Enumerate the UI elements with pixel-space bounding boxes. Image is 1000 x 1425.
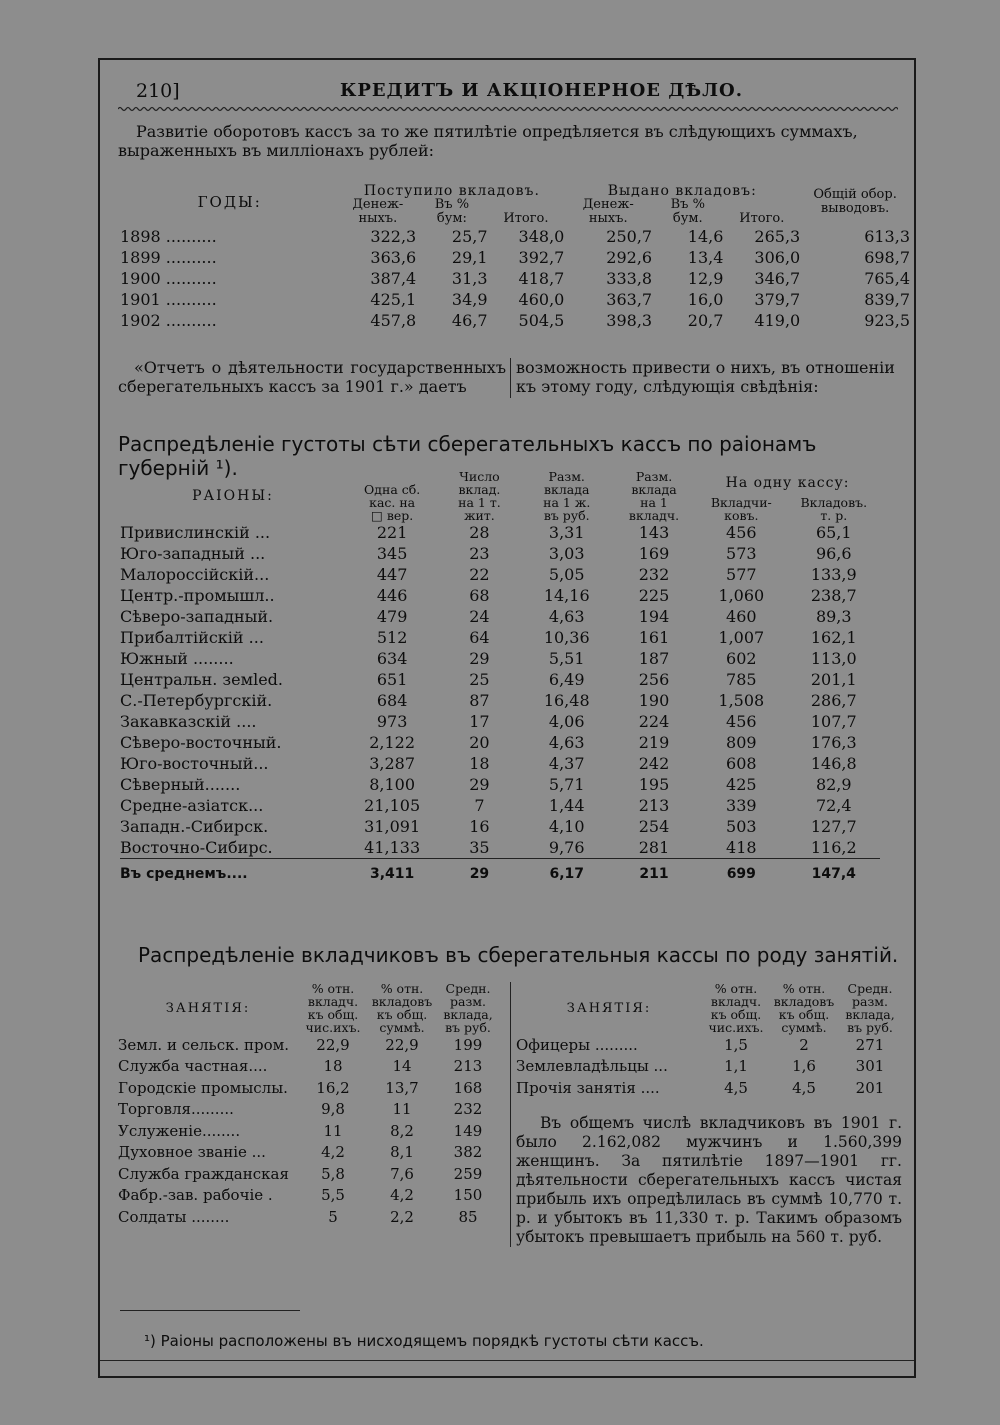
cell-value: 456 [726, 523, 757, 542]
cell-value: 9,8 [321, 1100, 345, 1119]
col-header: Въ % бум: [434, 197, 470, 226]
row-label: Солдаты ........ [118, 1207, 230, 1226]
cell-value: 363,6 [370, 248, 417, 267]
cell-value: 20,7 [687, 311, 724, 330]
cell-value: 87 [469, 691, 490, 710]
occupations-header: ЗАНЯТІЯ: [165, 1000, 251, 1016]
cell-value: 25,7 [451, 227, 488, 246]
col-header: Итого. [739, 211, 785, 226]
table-row [120, 669, 880, 690]
col-header: % отн. вкладовъ къ общ. суммѣ. [773, 981, 835, 1035]
cell-value: 256 [638, 670, 670, 689]
table-row [118, 1120, 500, 1142]
table-row [120, 310, 910, 331]
closing-paragraph: Въ общемъ числѣ вкладчиковъ въ 1901 г. было 2.162,082 мужчинъ и 1.560,399 женщинъ. За пятилѣтіе 1897—1901 гг. дѣятельности сберегательныхъ кассъ чистая прибыль ихъ опредѣлилась въ суммѣ 10,770 т. р. и убытокъ въ 11,330 т. р. Такимъ образомъ убытокъ превышаетъ прибыль на 560 т. руб. [516, 1114, 902, 1246]
col-header: % отн. вкладч. къ общ. чис.ихъ. [305, 981, 361, 1035]
cell-value: 1,6 [792, 1057, 816, 1076]
cell-value: 46,7 [451, 311, 488, 330]
cell-value: 4,37 [548, 754, 585, 773]
col-header: Итого. [503, 211, 549, 226]
row-label: 1900 .......... [120, 269, 217, 288]
row-label: Сѣверо-восточный. [120, 733, 282, 752]
cell-value: 392,7 [518, 248, 565, 267]
col-header: Въ % бум. [670, 197, 705, 226]
cell-value: 5,05 [548, 565, 585, 584]
cell-value: 127,7 [810, 817, 857, 836]
cell-value: 16,48 [543, 691, 590, 710]
cell-value: 28 [469, 523, 490, 542]
cell-value: 1,060 [718, 586, 765, 605]
cell-value: 460,0 [518, 290, 565, 309]
row-label: Услуженіе........ [118, 1121, 241, 1140]
intro-paragraph: Развитіе оборотовъ кассъ за то же пятилѣтіе опредѣляется въ слѣдующихъ суммахъ, выраженныхъ въ милліонахъ рублей: [118, 122, 858, 160]
row-label: Центр.-промышл.. [120, 586, 275, 605]
row-label: Прочія занятія .... [516, 1078, 660, 1097]
col-header: Разм. вклада на 1 вкладч. [628, 469, 680, 523]
col-header: Число вклад. на 1 т. жит. [458, 469, 501, 523]
cell-value: 1,508 [718, 691, 765, 710]
average-row [120, 859, 880, 890]
row-label: 1899 .......... [120, 248, 217, 267]
cell-value: 973 [376, 712, 408, 731]
row-label: Юго-восточный... [120, 754, 269, 773]
row-label: 1898 .......... [120, 227, 217, 246]
cell-value: 6,49 [548, 670, 585, 689]
cell-value: 199 [453, 1035, 483, 1054]
table-row [120, 627, 880, 648]
cell-value: 4,10 [548, 817, 585, 836]
row-label: Сѣверо-западный. [120, 607, 274, 626]
cell-value: 457,8 [370, 311, 417, 330]
cell-value: 322,3 [370, 227, 417, 246]
cell-value: 168 [453, 1078, 483, 1097]
table-row [118, 1056, 500, 1078]
cell-value: 11 [323, 1121, 343, 1140]
table-row [516, 1056, 902, 1078]
cell-value: 5,5 [321, 1186, 345, 1205]
cell-value: 923,5 [864, 311, 910, 330]
cell-value: 254 [638, 817, 670, 836]
cell-value: 250,7 [606, 227, 653, 246]
cell-value: 602 [726, 649, 757, 668]
row-label: Восточно-Сибирс. [120, 838, 273, 857]
cell-value: 14,6 [687, 227, 724, 246]
cell-value: 3,287 [369, 754, 416, 773]
cell-value: 25 [469, 670, 490, 689]
cell-value: 29 [469, 775, 490, 794]
cell-value: 382 [453, 1143, 483, 1162]
cell-value: 306,0 [754, 248, 801, 267]
cell-value: 699 [695, 859, 787, 890]
cell-value: 346,7 [754, 269, 801, 288]
cell-value: 22,9 [385, 1035, 419, 1054]
cell-value: 194 [638, 607, 670, 626]
cell-value: 684 [376, 691, 408, 710]
cell-value: 211 [613, 859, 695, 890]
cell-value: 301 [855, 1057, 885, 1076]
col-header: Денеж- ныхъ. [582, 197, 634, 226]
cell-value: 41,133 [364, 838, 421, 857]
cell-value: 765,4 [864, 269, 910, 288]
page-number: 210] [136, 80, 180, 102]
cell-value: 64 [469, 628, 490, 647]
density-table [120, 470, 880, 889]
cell-value: 16 [469, 817, 490, 836]
cell-value: 65,1 [815, 523, 852, 542]
row-label: Сѣверный....... [120, 775, 241, 794]
cell-value: 479 [376, 607, 408, 626]
cell-value: 24 [469, 607, 490, 626]
table-row [120, 226, 910, 247]
cell-value: 201,1 [810, 670, 857, 689]
cell-value: 785 [726, 670, 757, 689]
cell-value: 348,0 [518, 227, 565, 246]
cell-value: 446 [376, 586, 408, 605]
cell-value: 31,091 [364, 817, 421, 836]
cell-value: 16,2 [316, 1078, 350, 1097]
cell-value: 418,7 [518, 269, 565, 288]
cell-value: 13,4 [687, 248, 724, 267]
occupations-table-right [516, 982, 902, 1099]
cell-value: 225 [638, 586, 670, 605]
col-header: % отн. вкладовъ къ общ. суммѣ. [371, 981, 433, 1035]
cell-value: 4,2 [390, 1186, 414, 1205]
cell-value: 143 [638, 523, 670, 542]
deposits-in-header: Поступило вкладовъ. [363, 183, 540, 199]
cell-value: 363,7 [606, 290, 653, 309]
col-header: Вкладчи- ковъ. [710, 495, 772, 523]
row-label: Малороссійскій... [120, 565, 270, 584]
cell-value: 8,100 [369, 775, 416, 794]
row-label: Земл. и сельск. пром. [118, 1035, 290, 1054]
cell-value: 213 [638, 796, 670, 815]
cell-value: 113,0 [810, 649, 857, 668]
cell-value: 96,6 [815, 544, 852, 563]
col-header: Денеж- ныхъ. [352, 197, 404, 226]
cell-value: 418 [726, 838, 757, 857]
cell-value: 169 [638, 544, 670, 563]
cell-value: 271 [855, 1035, 885, 1054]
cell-value: 35 [469, 838, 490, 857]
cell-value: 419,0 [754, 311, 801, 330]
table-row [118, 1206, 500, 1228]
table-row [516, 1034, 902, 1056]
cell-value: 5,51 [548, 649, 585, 668]
col-header: Вкладовъ. т. р. [800, 495, 868, 523]
page-header-title: КРЕДИТЪ И АКЦІОНЕРНОЕ ДѢЛО. [340, 80, 743, 101]
cell-value: 31,3 [451, 269, 488, 288]
cell-value: 68 [469, 586, 490, 605]
cell-value: 1,44 [548, 796, 585, 815]
cell-value: 29,1 [451, 248, 488, 267]
row-label: Въ среднемъ.... [120, 859, 346, 890]
cell-value: 259 [453, 1164, 483, 1183]
cell-value: 146,8 [810, 754, 857, 773]
cell-value: 512 [376, 628, 408, 647]
cell-value: 447 [376, 565, 408, 584]
cell-value: 2,122 [369, 733, 416, 752]
cell-value: 3,03 [548, 544, 585, 563]
cell-value: 20 [469, 733, 490, 752]
row-label: Привислинскій ... [120, 523, 271, 542]
cell-value: 213 [453, 1057, 483, 1076]
cell-value: 634 [376, 649, 408, 668]
table-row [120, 522, 880, 543]
cell-value: 5,8 [321, 1164, 345, 1183]
cell-value: 6,17 [521, 859, 613, 890]
deposits-out-header: Выдано вкладовъ: [607, 183, 757, 199]
table-row [120, 711, 880, 732]
table-row [120, 564, 880, 585]
cell-value: 651 [376, 670, 408, 689]
cell-value: 10,36 [543, 628, 590, 647]
cell-value: 504,5 [518, 311, 565, 330]
table-row [118, 1077, 500, 1099]
cell-value: 8,1 [390, 1143, 414, 1162]
cell-value: 133,9 [810, 565, 857, 584]
cell-value: 89,3 [815, 607, 852, 626]
table-row [120, 795, 880, 816]
cell-value: 29 [438, 859, 520, 890]
cell-value: 698,7 [864, 248, 910, 267]
occupations-header: ЗАНЯТІЯ: [566, 1000, 652, 1016]
cell-value: 12,9 [687, 269, 724, 288]
cell-value: 22 [469, 565, 490, 584]
cell-value: 11 [392, 1100, 412, 1119]
row-label: Служба гражданская [118, 1164, 289, 1183]
report-right-text: возможность привести о нихъ, въ отношеніи къ этому году, слѣдующія свѣдѣнія: [516, 358, 895, 396]
cell-value: 4,5 [792, 1078, 816, 1097]
cell-value: 387,4 [370, 269, 417, 288]
cell-value: 14 [392, 1057, 412, 1076]
section-title-occupations: Распредѣленіе вкладчиковъ въ сберегательныя кассы по роду занятій. [138, 943, 899, 967]
table-row [118, 1163, 500, 1185]
table-row [120, 690, 880, 711]
cell-value: 82,9 [815, 775, 852, 794]
table-row [516, 1077, 902, 1099]
cell-value: 9,76 [548, 838, 585, 857]
cell-value: 23 [469, 544, 490, 563]
cell-value: 13,7 [385, 1078, 419, 1097]
table-row [120, 837, 880, 859]
cell-value: 21,105 [364, 796, 421, 815]
table-row [120, 606, 880, 627]
cell-value: 292,6 [606, 248, 653, 267]
cell-value: 5 [328, 1207, 338, 1226]
cell-value: 398,3 [606, 311, 653, 330]
cell-value: 809 [726, 733, 757, 752]
row-label: Городскіе промыслы. [118, 1078, 288, 1097]
per-kassa-header: На одну кассу: [725, 475, 850, 492]
row-label: Юго-западный ... [120, 544, 266, 563]
cell-value: 34,9 [451, 290, 488, 309]
cell-value: 286,7 [810, 691, 857, 710]
column-divider [510, 982, 511, 1247]
cell-value: 425 [726, 775, 757, 794]
table-row [120, 732, 880, 753]
col-header: % отн. вкладч. къ общ. чис.ихъ. [708, 981, 764, 1035]
cell-value: 839,7 [864, 290, 910, 309]
cell-value: 85 [458, 1207, 478, 1226]
col-header: Средн. разм. вклада, въ руб. [845, 981, 895, 1035]
turnover-table [120, 178, 910, 331]
cell-value: 219 [638, 733, 670, 752]
cell-value: 17 [469, 712, 490, 731]
row-label: Духовное званіе ... [118, 1143, 266, 1162]
cell-value: 22,9 [316, 1035, 350, 1054]
row-label: Прибалтійскій ... [120, 628, 264, 647]
row-label: Западн.-Сибирск. [120, 817, 269, 836]
row-label: 1901 .......... [120, 290, 217, 309]
table-row [118, 1142, 500, 1164]
cell-value: 14,16 [543, 586, 590, 605]
cell-value: 2,2 [390, 1207, 414, 1226]
table-row [120, 816, 880, 837]
cell-value: 7,6 [390, 1164, 414, 1183]
cell-value: 221 [376, 523, 408, 542]
cell-value: 4,06 [548, 712, 585, 731]
cell-value: 7 [474, 796, 485, 815]
cell-value: 232 [638, 565, 670, 584]
table-row [118, 1185, 500, 1207]
cell-value: 460 [726, 607, 757, 626]
table-row [120, 543, 880, 564]
cell-value: 265,3 [754, 227, 801, 246]
cell-value: 577 [726, 565, 757, 584]
table-row [120, 247, 910, 268]
cell-value: 425,1 [370, 290, 417, 309]
cell-value: 333,8 [606, 269, 653, 288]
cell-value: 5,71 [548, 775, 585, 794]
bottom-rule [100, 1360, 914, 1361]
cell-value: 242 [638, 754, 670, 773]
occupations-table-left [118, 982, 500, 1228]
col-header: Общій обор. выводовъ. [813, 187, 897, 216]
header-wavy-rule [118, 106, 898, 112]
row-label: Южный ........ [120, 649, 234, 668]
col-header: Средн. разм. вклада, въ руб. [443, 981, 493, 1035]
row-label: Фабр.-зав. рабочіе . [118, 1186, 273, 1205]
table-row [118, 1034, 500, 1056]
cell-value: 107,7 [810, 712, 857, 731]
cell-value: 4,63 [548, 607, 585, 626]
cell-value: 573 [726, 544, 757, 563]
cell-value: 162,1 [810, 628, 857, 647]
cell-value: 16,0 [687, 290, 724, 309]
years-header: ГОДЫ: [197, 193, 262, 211]
cell-value: 8,2 [390, 1121, 414, 1140]
cell-value: 176,3 [810, 733, 857, 752]
report-left-text: «Отчетъ о дѣятельности государственныхъ сберегательныхъ кассъ за 1901 г.» даетъ [118, 358, 506, 396]
cell-value: 149 [453, 1121, 483, 1140]
cell-value: 195 [638, 775, 670, 794]
table-row [120, 648, 880, 669]
row-label: С.-Петербургскій. [120, 691, 273, 710]
cell-value: 190 [638, 691, 670, 710]
col-header: Одна сб. кас. на □ вер. [364, 482, 421, 523]
cell-value: 4,2 [321, 1143, 345, 1162]
cell-value: 503 [726, 817, 757, 836]
cell-value: 1,007 [718, 628, 765, 647]
footnote: ¹) Раіоны расположены въ нисходящемъ порядкѣ густоты сѣти кассъ. [144, 1332, 704, 1350]
cell-value: 238,7 [810, 586, 857, 605]
cell-value: 1,1 [724, 1057, 748, 1076]
cell-value: 232 [453, 1100, 483, 1119]
table-row [120, 774, 880, 795]
cell-value: 613,3 [864, 227, 910, 246]
cell-value: 281 [638, 838, 670, 857]
cell-value: 4,63 [548, 733, 585, 752]
cell-value: 339 [726, 796, 757, 815]
cell-value: 116,2 [810, 838, 857, 857]
row-label: Закавказскій .... [120, 712, 257, 731]
column-divider [510, 358, 511, 398]
table-row [120, 289, 910, 310]
row-label: Офицеры ......... [516, 1035, 638, 1054]
cell-value: 29 [469, 649, 490, 668]
cell-value: 18 [469, 754, 490, 773]
section-title-density: Распредѣленіе густоты сѣти сберегательныхъ кассъ по раіонамъ губерній ¹). [118, 432, 817, 480]
cell-value: 2 [799, 1035, 809, 1054]
cell-value: 72,4 [815, 796, 852, 815]
cell-value: 4,5 [724, 1078, 748, 1097]
cell-value: 187 [638, 649, 670, 668]
cell-value: 147,4 [788, 859, 880, 890]
cell-value: 1,5 [724, 1035, 748, 1054]
cell-value: 201 [855, 1078, 885, 1097]
table-row [120, 753, 880, 774]
row-label: Центральн. земled. [120, 670, 283, 689]
cell-value: 3,411 [346, 859, 438, 890]
cell-value: 18 [323, 1057, 343, 1076]
footnote-rule [120, 1310, 300, 1311]
cell-value: 3,31 [548, 523, 585, 542]
cell-value: 150 [453, 1186, 483, 1205]
cell-value: 379,7 [754, 290, 801, 309]
col-header: Разм. вклада на 1 ж. въ руб. [543, 469, 591, 523]
table-row [120, 268, 910, 289]
cell-value: 161 [638, 628, 670, 647]
row-label: 1902 .......... [120, 311, 217, 330]
row-label: Служба частная.... [118, 1057, 268, 1076]
cell-value: 456 [726, 712, 757, 731]
cell-value: 345 [376, 544, 408, 563]
table-row [118, 1099, 500, 1121]
regions-header: РАІОНЫ: [192, 487, 274, 504]
cell-value: 224 [638, 712, 670, 731]
table-row [120, 585, 880, 606]
row-label: Землевладѣльцы ... [516, 1057, 668, 1076]
row-label: Торговля......... [118, 1100, 234, 1119]
cell-value: 608 [726, 754, 757, 773]
row-label: Средне-азіатск... [120, 796, 264, 815]
page [98, 58, 916, 1378]
